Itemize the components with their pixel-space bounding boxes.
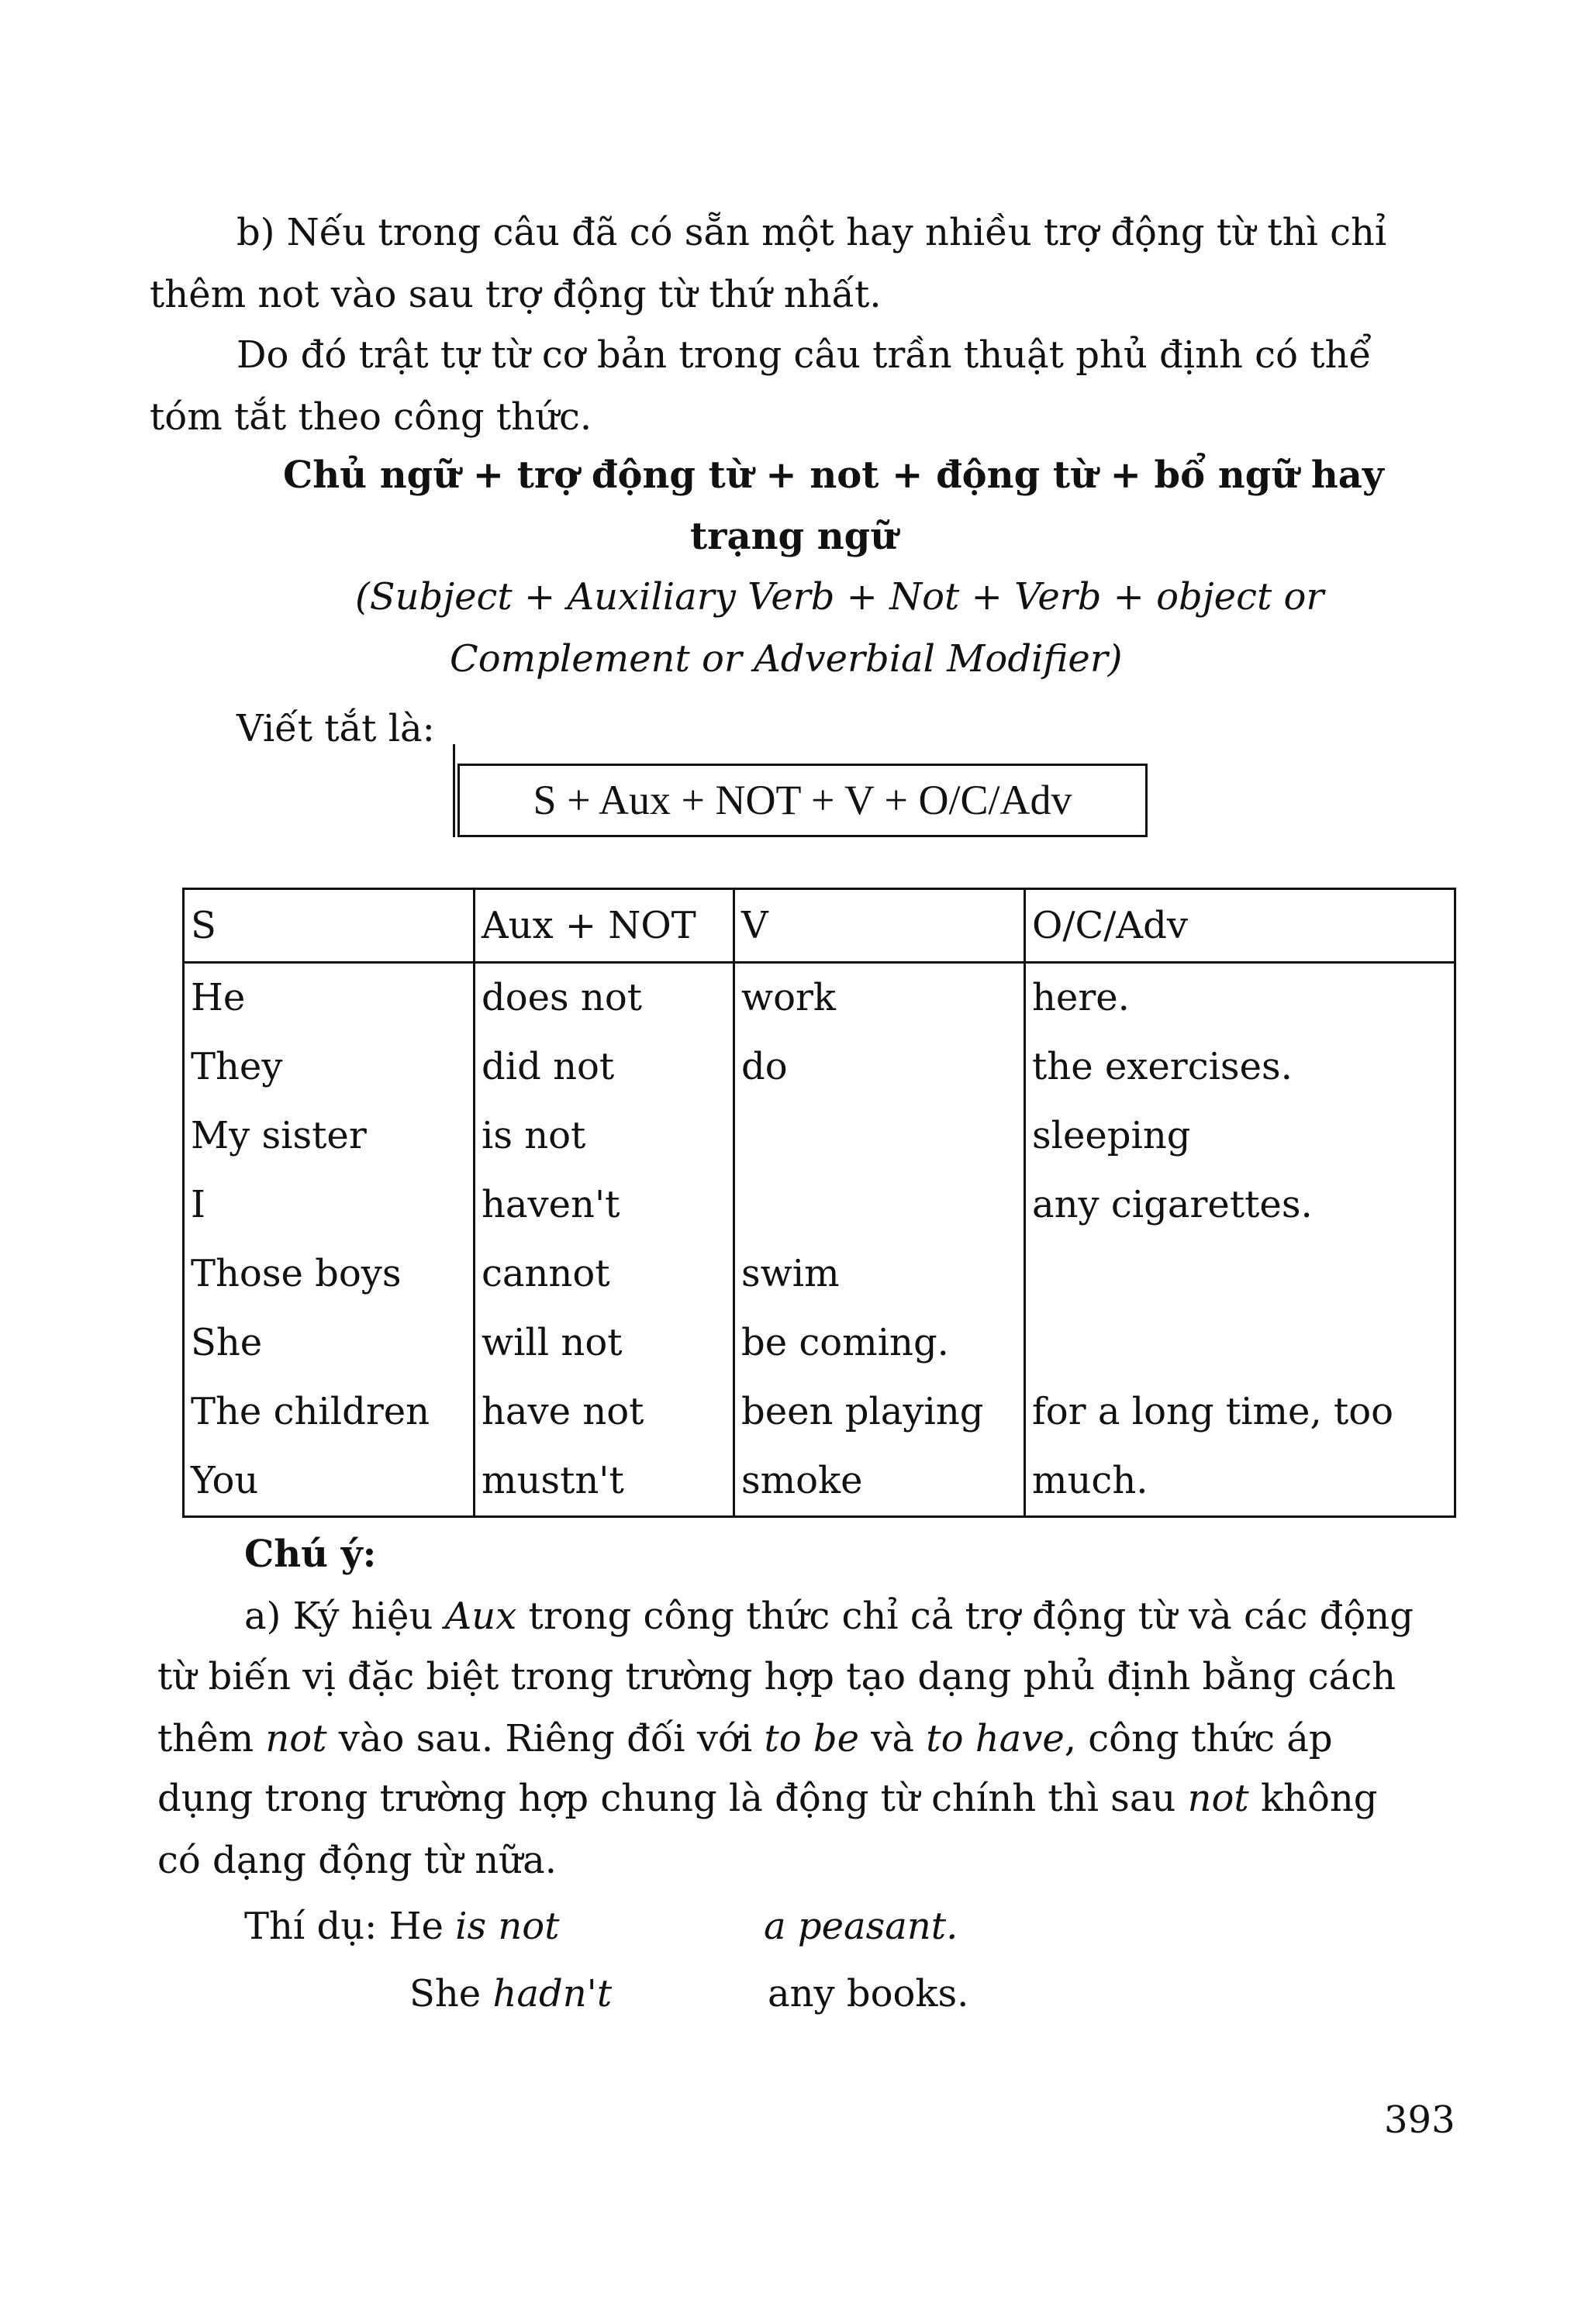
formula-vi-line2: trạng ngữ	[690, 515, 898, 558]
table-cell: is not	[475, 1102, 734, 1171]
note-line3-e: và	[859, 1717, 927, 1760]
table-cell: do	[734, 1033, 1025, 1102]
table-cell: the exercises.	[1025, 1033, 1455, 1102]
formula-box: S + Aux + NOT + V + O/C/Adv	[457, 764, 1148, 837]
table-cell: does not	[475, 963, 734, 1033]
table-cell: did not	[475, 1033, 734, 1102]
table-row	[184, 1378, 1455, 1446]
formula-box-tick	[453, 744, 455, 837]
table-row	[184, 1309, 1455, 1378]
table-cell	[1025, 1309, 1455, 1378]
table-header-cell: V	[734, 889, 1025, 963]
formula-en-line1: (Subject + Auxiliary Verb + Not + Verb + object or	[355, 575, 1324, 619]
table-cell: I	[184, 1171, 475, 1240]
note-line2: từ biến vị đặc biệt trong trường hợp tạo dạng phủ định bằng cách	[157, 1655, 1396, 1698]
para-b-line3: Do đó trật tự từ cơ bản trong câu trần thuật phủ định có thể	[236, 333, 1372, 377]
note-line3	[157, 1715, 1333, 1762]
table-cell: for a long time, too	[1025, 1378, 1455, 1446]
table-cell: have not	[475, 1378, 734, 1446]
note-line3-tohave: to have	[926, 1717, 1065, 1760]
page-number: 393	[1384, 2098, 1455, 2142]
table-row	[184, 1446, 1455, 1517]
note-line1-pre: a) Ký hiệu	[244, 1595, 445, 1638]
note-line1-aux: Aux	[444, 1595, 517, 1638]
note-line4-a: dụng trong trường hợp chung là động từ chính thì sau	[157, 1777, 1188, 1820]
note-line5: có dạng động từ nữa.	[157, 1839, 557, 1882]
table-row	[184, 1102, 1455, 1171]
table-cell: been playing	[734, 1378, 1025, 1446]
abbrev-label: Viết tắt là:	[236, 707, 435, 750]
note-line1-post: trong công thức chỉ cả trợ động từ và các động	[516, 1595, 1414, 1638]
note-line3-a: thêm	[157, 1717, 266, 1760]
example-2-left	[409, 1971, 612, 2017]
example-2-verb: hadn't	[492, 1972, 613, 2015]
table-row	[184, 963, 1455, 1033]
table-cell	[734, 1102, 1025, 1171]
table-cell: She	[184, 1309, 475, 1378]
note-line3-tobe: to be	[764, 1717, 860, 1760]
example-label: Thí dụ: He	[244, 1905, 456, 1948]
table-cell: mustn't	[475, 1446, 734, 1517]
note-line4-not: not	[1187, 1777, 1249, 1820]
table-header-cell: S	[184, 889, 475, 963]
table-cell: sleeping	[1025, 1102, 1455, 1171]
note-line4-c: không	[1248, 1777, 1378, 1820]
note-title: Chú ý:	[244, 1533, 377, 1576]
table-header-cell: Aux + NOT	[475, 889, 734, 963]
note-line1	[244, 1593, 1414, 1640]
table-row	[184, 1240, 1455, 1309]
table-cell: haven't	[475, 1171, 734, 1240]
table-cell: The children	[184, 1378, 475, 1446]
example-2-subject: She	[409, 1972, 493, 2015]
note-line3-not: not	[265, 1717, 327, 1760]
example-1-object: a peasant.	[764, 1905, 958, 1948]
example-1-verb: is not	[455, 1905, 560, 1948]
example-1-left	[244, 1903, 559, 1950]
table-cell: any cigarettes.	[1025, 1171, 1455, 1240]
table-cell: will not	[475, 1309, 734, 1378]
table-cell: My sister	[184, 1102, 475, 1171]
table-cell	[1025, 1240, 1455, 1309]
table-cell: much.	[1025, 1446, 1455, 1517]
table-cell: Those boys	[184, 1240, 475, 1309]
table-cell: smoke	[734, 1446, 1025, 1517]
table-cell: They	[184, 1033, 475, 1102]
table-cell: You	[184, 1446, 475, 1517]
para-b-line1: b) Nếu trong câu đã có sẵn một hay nhiều trợ động từ thì chỉ	[236, 211, 1387, 254]
formula-vi-line1: Chủ ngữ + trợ động từ + not + động từ + bổ ngữ hay	[283, 453, 1384, 497]
formula-en-line2: Complement or Adverbial Modifier)	[450, 637, 1123, 681]
table-row	[184, 1171, 1455, 1240]
para-b-line4: tóm tắt theo công thức.	[150, 395, 592, 439]
table-cell: be coming.	[734, 1309, 1025, 1378]
table-row	[184, 1033, 1455, 1102]
table-cell: He	[184, 963, 475, 1033]
table-header-cell: O/C/Adv	[1025, 889, 1455, 963]
structure-table	[182, 888, 1456, 1518]
example-2-object: any books.	[768, 1972, 969, 2015]
table-cell: here.	[1025, 963, 1455, 1033]
note-line3-g: , công thức áp	[1064, 1717, 1333, 1760]
table-cell: work	[734, 963, 1025, 1033]
table-cell	[734, 1171, 1025, 1240]
table-cell: cannot	[475, 1240, 734, 1309]
table-cell: swim	[734, 1240, 1025, 1309]
note-line4	[157, 1775, 1378, 1822]
note-line3-c: vào sau. Riêng đối với	[326, 1717, 765, 1760]
para-b-line2: thêm not vào sau trợ động từ thứ nhất.	[150, 273, 882, 316]
table-header-row	[184, 889, 1455, 963]
